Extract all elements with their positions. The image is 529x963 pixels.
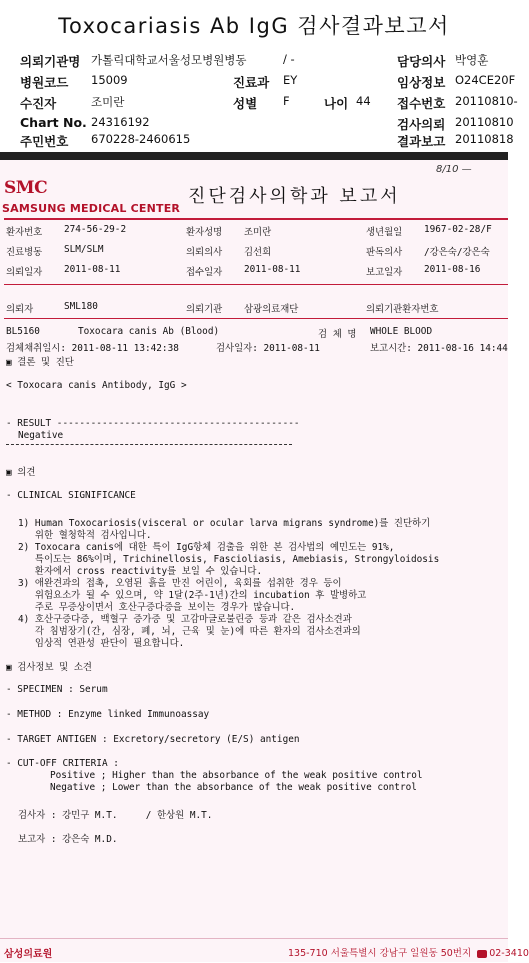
smc-logo: SMC [4, 178, 48, 198]
clinical-line: 주로 무증상이면서 호산구증다증을 보이는 경우가 많습니다. [18, 602, 296, 613]
lab-report [0, 160, 529, 962]
result-value: Negative [18, 430, 64, 441]
info-value: 2011-08-11 [244, 264, 301, 275]
report-footer [0, 938, 529, 963]
header-key: 접수번호 [397, 96, 446, 111]
divider [4, 218, 508, 220]
header-value: / - [283, 52, 295, 66]
info-value: 김선희 [244, 247, 272, 258]
header-value: 가톨릭대학교서울성모병원병동 [91, 53, 247, 67]
section-heading-result: ▣ 결론 및 진단 [6, 357, 74, 368]
info-key: 의뢰일자 [6, 267, 43, 278]
target-antigen-line: - TARGET ANTIGEN : Excretory/secretory (E/S) antigen [6, 734, 300, 745]
header-value: 20110810- [455, 94, 518, 108]
section-heading-test-info: ▣ 검사정보 및 소견 [6, 662, 92, 673]
header-key: 병원코드 [20, 75, 69, 90]
clinical-line: 각 침범장기(간, 심장, 폐, 뇌, 근육 및 눈)에 따른 환자의 검사소견과의 [18, 626, 361, 637]
info-value: 2011-08-16 [424, 264, 481, 275]
header-key: 검사의뢰 [397, 117, 446, 132]
order-header [0, 0, 518, 152]
footer-phone: 02-3410 [489, 948, 529, 959]
header-key: 수진자 [20, 96, 57, 111]
footer-address-text: 135-710 서울특별시 강남구 일원동 50번지 [288, 948, 472, 959]
clinical-line: 환자에서 cross reactivity를 보일 수 있습니다. [18, 566, 263, 577]
cutoff-positive: Positive ; Higher than the absorbance of the weak positive control [50, 770, 423, 781]
info-key: 생년월일 [366, 227, 403, 238]
hospital-name: SAMSUNG MEDICAL CENTER [2, 202, 181, 215]
header-value: 24316192 [91, 115, 150, 129]
cutoff-negative: Negative ; Lower than the absorbance of the weak positive control [50, 782, 417, 793]
clinical-line: 3) 애완견과의 접촉, 오염된 흙을 만진 어린이, 육회를 섭취한 경우 등이 [18, 578, 342, 589]
requester-label: 의뢰자 [6, 304, 34, 315]
phone-icon [477, 950, 487, 958]
header-key: 결과보고 [397, 134, 446, 149]
info-value: 1967-02-28/F [424, 224, 492, 235]
header-key: Chart No. [20, 115, 87, 130]
header-value: 박영훈 [455, 53, 489, 67]
requester-value: SML180 [64, 301, 98, 312]
tester-line: 검사자 : 강민구 M.T. / 한상원 M.T. [18, 810, 213, 821]
footer-logo: 삼성의료원 [4, 949, 53, 960]
info-value: SLM/SLM [64, 244, 104, 255]
requesting-org-value: 삼광의료재단 [244, 304, 299, 315]
specimen-value: WHOLE BLOOD [370, 326, 433, 337]
header-key: 나이 [324, 96, 349, 111]
header-value: 670228-2460615 [91, 132, 191, 146]
org-patient-number-label: 의뢰기관환자번호 [366, 304, 439, 315]
result-underline [6, 444, 292, 445]
header-value: F [283, 94, 290, 108]
header-value: 조미란 [91, 95, 125, 109]
info-value: 2011-08-11 [64, 264, 121, 275]
specimen-line: - SPECIMEN : Serum [6, 684, 108, 695]
divider [4, 318, 508, 319]
clinical-line: 임상적 연관성 판단이 필요합니다. [18, 638, 185, 649]
clinical-line: 위험요소가 될 수 있으며, 약 1달(2주-1년)간의 incubation 후 발병하고 [18, 590, 367, 601]
clinical-line: 특이도는 86%이며, Trichinellosis, Fascioliasis, Amebiasis, Strongyloidosis [18, 554, 440, 565]
requesting-org-label: 의뢰기관 [186, 304, 223, 315]
section-heading-opinion: ▣ 의견 [6, 467, 36, 478]
info-key: 환자성명 [186, 227, 223, 238]
info-value: 274-56-29-2 [64, 224, 127, 235]
header-value: 20110810 [455, 115, 514, 129]
header-value: 15009 [91, 73, 128, 87]
test-date: 검사일자: 2011-08-11 [216, 343, 320, 354]
info-key: 보고일자 [366, 267, 403, 278]
info-key: 환자번호 [6, 227, 43, 238]
header-value: EY [283, 73, 298, 87]
header-key: 임상정보 [397, 75, 446, 90]
clinical-line: 4) 호산구증다증, 백혈구 증가증 및 고감마글로불린증 등과 같은 검사소견과 [18, 614, 352, 625]
info-value: /강은숙/강은숙 [424, 247, 490, 258]
clinical-significance-label: - CLINICAL SIGNIFICANCE [6, 490, 136, 501]
section-separator [0, 152, 508, 160]
header-key: 성별 [233, 96, 258, 111]
collection-time: 검체채취일시: 2011-08-11 13:42:38 [6, 343, 179, 354]
info-key: 접수일자 [186, 267, 223, 278]
divider [4, 284, 508, 285]
specimen-label: 검 체 명 [318, 329, 357, 340]
clinical-line: 2) Toxocara canis에 대한 특이 IgG항체 검출을 위한 본 검사법의 예민도는 91%, [18, 542, 395, 553]
header-key: 담당의사 [397, 54, 446, 69]
test-name: Toxocara canis Ab (Blood) [78, 326, 220, 337]
footer-address [288, 945, 529, 959]
cutoff-heading: - CUT-OFF CRITERIA : [6, 758, 119, 769]
info-key: 판독의사 [366, 247, 403, 258]
clinical-line: 위한 혈청학적 검사입니다. [18, 530, 152, 541]
test-code: BL5160 [6, 326, 40, 337]
info-key: 진료병동 [6, 247, 43, 258]
method-line: - METHOD : Enzyme linked Immunoassay [6, 709, 210, 720]
info-key: 의뢰의사 [186, 247, 223, 258]
handwritten-note: 8/10 — [436, 164, 472, 175]
info-value: 조미란 [244, 227, 272, 238]
header-key: 의뢰기관명 [20, 54, 81, 69]
clinical-line: 1) Human Toxocariosis(visceral or ocular larva migrans syndrome)를 진단하기 [18, 518, 431, 529]
header-value: 20110818 [455, 132, 514, 146]
reporter-line: 보고자 : 강은숙 M.D. [18, 834, 118, 845]
header-key: 주민번호 [20, 134, 69, 149]
header-value: 44 [356, 94, 371, 108]
header-key: 진료과 [233, 75, 270, 90]
antibody-label: < Toxocara canis Antibody, IgG > [6, 380, 187, 391]
report-time: 보고시간: 2011-08-16 14:44 [370, 343, 508, 354]
header-value: O24CE20F [455, 73, 516, 87]
report-title: 진단검사의학과 보고서 [188, 186, 401, 207]
document-title: Toxocariasis Ab IgG 검사결과보고서 [58, 14, 450, 38]
result-label: - RESULT ------------------------------------------- [6, 418, 300, 429]
